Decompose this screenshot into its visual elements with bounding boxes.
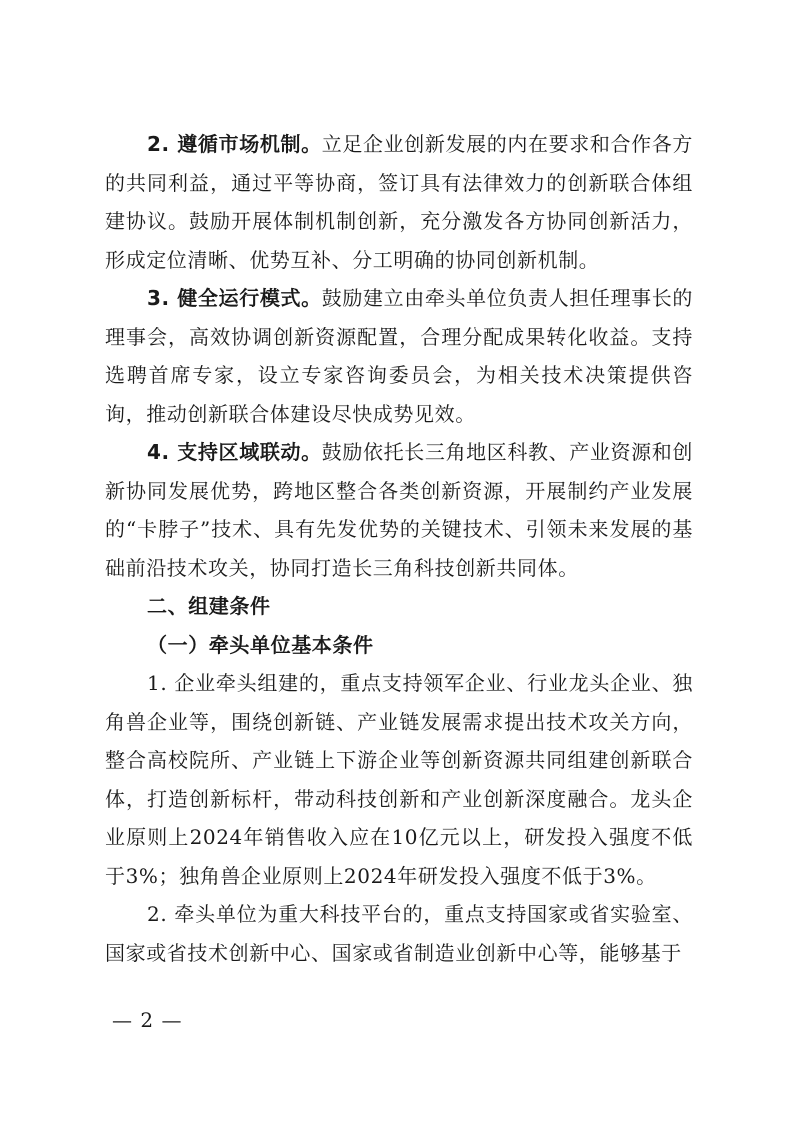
paragraph-text-operation-mode: 鼓励建立由牵头单位负责人担任理事长的理事会，高效协调创新资源配置，合理分配成果转化收益。支持选聘首席专家，设立专家咨询委员会，为相关技术决策提供咨询，推动创新联合体建设尽快成势见效。 <box>105 286 693 426</box>
subsection-heading-lead-unit: （一）牵头单位基本条件 <box>147 632 374 657</box>
document-body <box>105 125 693 972</box>
paragraph-text-regional-linkage: 鼓励依托长三角地区科教、产业资源和创新协同发展优势，跨地区整合各类创新资源，开展制约产业发展的“卡脖子”技术、具有先发优势的关键技术、引领未来发展的基础前沿技术攻关，协同打造长三角科技创新共同体。 <box>105 440 693 580</box>
paragraph-text-market-mechanism: 立足企业创新发展的内在要求和合作各方的共同利益，通过平等协商，签订具有法律效力的创新联合体组建协议。鼓励开展体制机制创新，充分激发各方协同创新活力，形成定位清晰、优势互补、分工明确的协同创新机制。 <box>105 132 693 272</box>
paragraph-heading-operation-mode: 3. 健全运行模式。 <box>147 286 322 310</box>
paragraph-regional-linkage <box>105 433 693 587</box>
paragraph-enterprise-lead: 1. 企业牵头组建的，重点支持领军企业、行业龙头企业、独角兽企业等，围绕创新链、产业链发展需求提出技术攻关方向，整合高校院所、产业链上下游企业等创新资源共同组建创新联合体，打造创新标杆，带动科技创新和产业创新深度融合。龙头企业原则上2024年销售收入应在10亿元以上，研发投入强度不低于3%；独角兽企业原则上2024年研发投入强度不低于3%。 <box>105 671 693 888</box>
paragraph-heading-market-mechanism: 2. 遵循市场机制。 <box>147 132 322 156</box>
section-heading-conditions: 二、组建条件 <box>147 594 271 618</box>
paragraph-operation-mode <box>105 279 693 433</box>
paragraph-platform-lead: 2. 牵头单位为重大科技平台的，重点支持国家或省实验室、国家或省技术创新中心、国家或省制造业创新中心等，能够基于 <box>105 902 693 965</box>
page-number: — 2 — <box>112 1008 183 1032</box>
paragraph-market-mechanism <box>105 125 693 279</box>
paragraph-heading-regional-linkage: 4. 支持区域联动。 <box>147 440 322 464</box>
